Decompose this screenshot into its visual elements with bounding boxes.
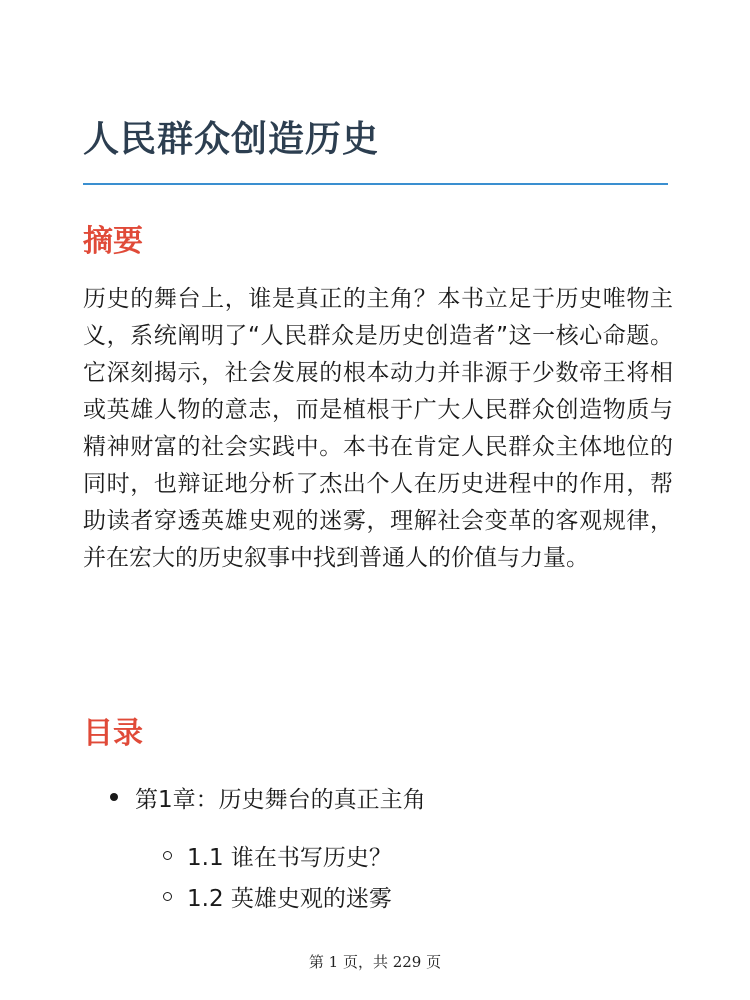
toc-section-label: 1.1 谁在书写历史？ <box>187 844 392 871</box>
toc-section-1-1[interactable] <box>163 835 392 875</box>
bullet-circle-icon <box>163 851 172 860</box>
title-divider <box>83 183 668 185</box>
page-number-footer: 第 1 页，共 229 页 <box>308 953 442 971</box>
toc-heading: 目录 <box>83 716 143 751</box>
toc-section-label: 1.2 英雄史观的迷雾 <box>187 885 392 912</box>
bullet-circle-icon <box>163 892 172 901</box>
toc-chapter-label: 第1章：历史舞台的真正主角 <box>135 786 426 813</box>
toc-section-1-2[interactable] <box>163 876 392 916</box>
abstract-heading: 摘要 <box>83 224 143 259</box>
toc-chapter-1[interactable] <box>110 777 426 817</box>
bullet-disc-icon <box>110 793 118 801</box>
abstract-paragraph: 历史的舞台上，谁是真正的主角？本书立足于历史唯物主义，系统阐明了“人民群众是历史创造者”这一核心命题。它深刻揭示，社会发展的根本动力并非源于少数帝王将相或英雄人物的意志，而是植根于广大人民群众创造物质与精神财富的社会实践中。本书在肯定人民群众主体地位的同时，也辩证地分析了杰出个人在历史进程中的作用，帮助读者穿透英雄史观的迷雾，理解社会变革的客观规律，并在宏大的历史叙事中找到普通人的价值与力量。 <box>83 286 673 571</box>
document-title: 人民群众创造历史 <box>83 119 380 160</box>
